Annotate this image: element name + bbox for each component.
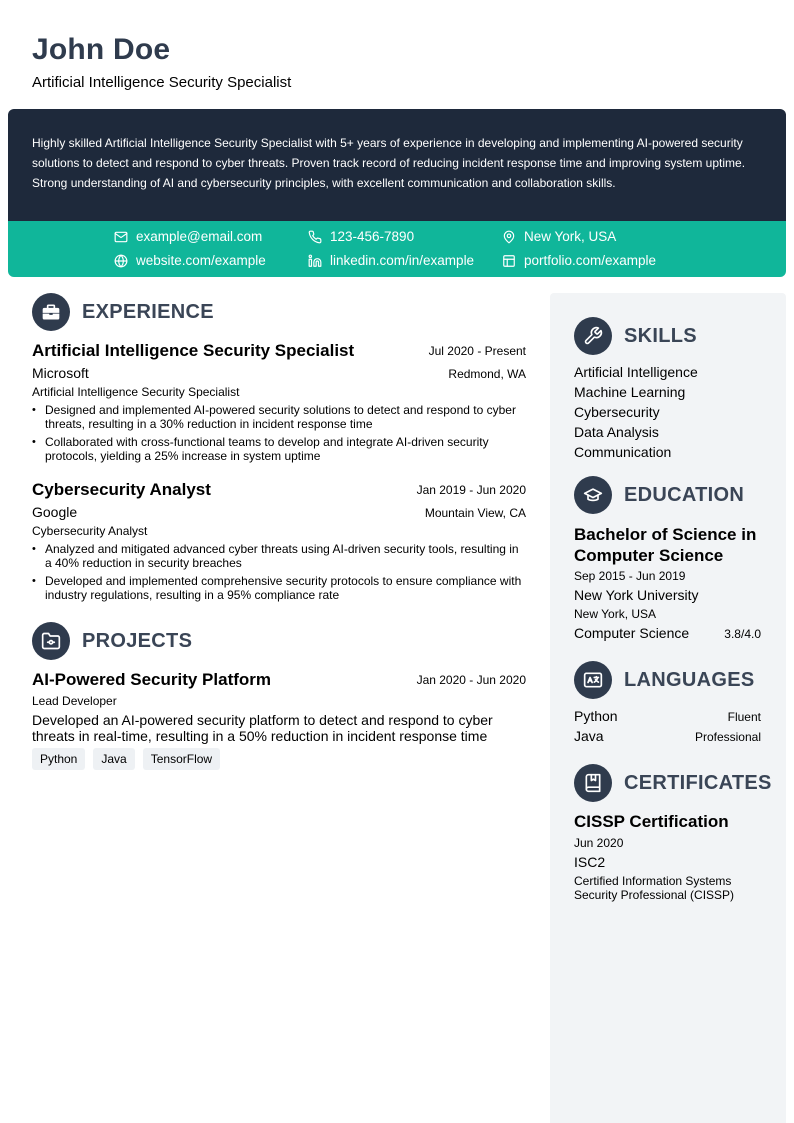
education-date: Sep 2015 - Jun 2019 (574, 569, 686, 583)
certificates-section-icon (574, 764, 612, 802)
contact-linkedin-text: linkedin.com/in/example (330, 253, 475, 268)
contact-website[interactable] (114, 253, 266, 268)
contact-phone[interactable] (308, 229, 414, 244)
contact-location (502, 229, 616, 244)
candidate-title: Artificial Intelligence Security Specialist (32, 74, 292, 91)
contact-email-text: example@email.com (136, 229, 263, 244)
skills-list (574, 362, 698, 462)
list-item: Machine Learning (574, 384, 686, 400)
contact-linkedin[interactable] (308, 253, 474, 268)
language-row (574, 728, 761, 744)
certificate-issuer: ISC2 (574, 854, 606, 870)
mail-icon (114, 230, 128, 244)
language-level: Fluent (727, 710, 761, 724)
certificate-date: Jun 2020 (574, 836, 624, 850)
list-item: Cybersecurity (574, 404, 660, 420)
experience-section-icon (32, 293, 70, 331)
project-date: Jan 2020 - Jun 2020 (416, 673, 526, 687)
job-bullets (32, 403, 526, 467)
job-date: Jul 2020 - Present (428, 344, 526, 358)
contact-portfolio[interactable] (502, 253, 656, 268)
project-tag: Python (32, 748, 85, 770)
project-tag: Java (93, 748, 134, 770)
certificate-name: CISSP Certification (574, 812, 729, 831)
list-item: • Designed and implemented AI-powered security solutions to detect and respond to cyber threats, resulting in a 30% reduction in incident response time (32, 403, 526, 431)
skills-heading: SKILLS (624, 325, 697, 347)
language-level: Professional (694, 730, 761, 744)
job-role: Cybersecurity Analyst (32, 524, 148, 538)
candidate-name: John Doe (32, 33, 171, 66)
list-item: • Analyzed and mitigated advanced cyber threats using AI-driven security tools, resulting in a 40% reduction in security breaches (32, 542, 526, 570)
project-tags (32, 748, 220, 770)
linkedin-icon (308, 254, 322, 268)
job-bullets (32, 542, 526, 606)
project-tag: TensorFlow (143, 748, 220, 770)
book-bookmark-icon (583, 773, 603, 793)
skills-section-icon (574, 317, 612, 355)
language-name: Python (574, 708, 618, 724)
contact-bar (8, 221, 786, 277)
language-row (574, 708, 761, 724)
experience-heading: EXPERIENCE (82, 301, 214, 323)
job-title: Artificial Intelligence Security Specialist (32, 341, 355, 360)
list-item: Communication (574, 444, 672, 460)
education-heading: EDUCATION (624, 484, 745, 506)
project-role: Lead Developer (32, 694, 117, 708)
folder-icon (41, 631, 61, 651)
projects-section-icon (32, 622, 70, 660)
list-item: • Collaborated with cross-functional teams to develop and integrate AI-driven security protocols, yielding a 25% increase in system uptime (32, 435, 526, 463)
education-school: New York University (574, 587, 699, 603)
contact-phone-text: 123-456-7890 (330, 229, 415, 244)
list-item: Data Analysis (574, 424, 659, 440)
projects-heading: PROJECTS (82, 630, 193, 652)
job-location: Mountain View, CA (424, 506, 526, 520)
contact-website-text: website.com/example (136, 253, 266, 268)
job-company: Microsoft (32, 365, 89, 381)
job-role: Artificial Intelligence Security Specialist (32, 385, 240, 399)
project-description: Developed an AI-powered security platform to detect and respond to cyber threats in real-time, resulting in a 50% reduction in incident response time (32, 712, 493, 744)
language-name: Java (574, 728, 604, 744)
language-icon (583, 670, 603, 690)
certificates-heading: CERTIFICATES (624, 772, 772, 794)
list-item: • Developed and implemented comprehensive security protocols to ensure compliance with industry regulations, resulting in a 95% compliance rate (32, 574, 526, 602)
graduation-cap-icon (583, 485, 603, 505)
certificate-description: Certified Information Systems Security Professional (CISSP) (574, 874, 735, 902)
portfolio-icon (502, 254, 516, 268)
job-date: Jan 2019 - Jun 2020 (416, 483, 526, 497)
summary-panel (8, 109, 786, 221)
summary-text: Highly skilled Artificial Intelligence Security Specialist with 5+ years of experience in developing and implementing AI-powered security solutions to detect and respond to cyber threats. Proven track record of reducing incident response time and improving system uptime. Strong understanding of AI and cybersecurity principles, with excellent communication and collaboration skills. (32, 136, 746, 190)
phone-icon (308, 230, 322, 244)
list-item: Artificial Intelligence (574, 364, 698, 380)
education-gpa: 3.8/4.0 (724, 627, 761, 641)
education-location: New York, USA (574, 607, 657, 621)
education-section-icon (574, 476, 612, 514)
job-company: Google (32, 504, 78, 520)
job-location: Redmond, WA (448, 367, 526, 381)
briefcase-icon (41, 302, 61, 322)
languages-section-icon (574, 661, 612, 699)
resume-header (32, 33, 291, 91)
education-field-row (574, 625, 761, 641)
languages-heading: LANGUAGES (624, 669, 755, 691)
map-pin-icon (502, 230, 516, 244)
globe-icon (114, 254, 128, 268)
job-title: Cybersecurity Analyst (32, 480, 211, 499)
education-degree: Bachelor of Science in Computer Science (574, 525, 757, 565)
contact-portfolio-text: portfolio.com/example (524, 253, 657, 268)
contact-email[interactable] (114, 229, 262, 244)
contact-location-text: New York, USA (524, 229, 617, 244)
education-field: Computer Science (574, 625, 690, 641)
project-title: AI-Powered Security Platform (32, 670, 272, 689)
wrench-icon (583, 326, 603, 346)
